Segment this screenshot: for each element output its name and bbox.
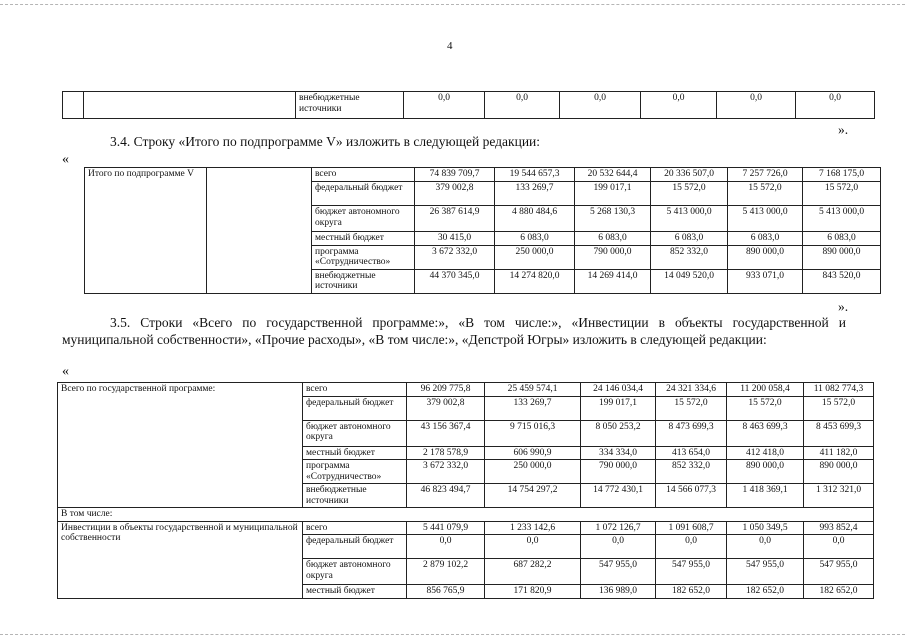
- table-row: [85, 168, 881, 182]
- value-cell: 0,0: [717, 92, 796, 119]
- value-cell: 0,0: [796, 92, 875, 119]
- value-cell: 5 441 079,9: [407, 521, 485, 535]
- value-cell: 3 672 332,0: [407, 460, 485, 484]
- section-3-4-heading: 3.4. Строку «Итого по подпрограмме V» изложить в следующей редакции:: [110, 134, 541, 149]
- row-label: внебюджетные источники: [296, 92, 404, 119]
- value-cell: 1 091 608,7: [656, 521, 727, 535]
- value-cell: 993 852,4: [804, 521, 874, 535]
- row-label: программа «Сотрудничество»: [303, 460, 407, 484]
- row-label: бюджет автономного округа: [312, 206, 415, 232]
- value-cell: 30 415,0: [415, 232, 495, 246]
- value-cell: 0,0: [656, 535, 727, 559]
- in-that-number-label: В том числе:: [58, 508, 874, 522]
- value-cell: 5 413 000,0: [803, 206, 881, 232]
- value-cell: 14 754 297,2: [485, 484, 581, 508]
- row-label: всего: [312, 168, 415, 182]
- value-cell: 25 459 574,1: [485, 383, 581, 397]
- value-cell: 379 002,8: [415, 182, 495, 206]
- value-cell: 0,0: [641, 92, 717, 119]
- value-cell: 2 178 578,9: [407, 446, 485, 460]
- value-cell: 8 453 699,3: [804, 420, 874, 446]
- value-cell: 8 473 699,3: [656, 420, 727, 446]
- closing-quote: ».: [838, 122, 849, 137]
- value-cell: 44 370 345,0: [415, 269, 495, 293]
- value-cell: 26 387 614,9: [415, 206, 495, 232]
- table-state-program-total: [57, 382, 874, 599]
- value-cell: 43 156 367,4: [407, 420, 485, 446]
- value-cell: 1 312 321,0: [804, 484, 874, 508]
- row-label: федеральный бюджет: [303, 535, 407, 559]
- value-cell: 8 463 699,3: [727, 420, 804, 446]
- value-cell: 547 955,0: [727, 559, 804, 585]
- empty-cell: [207, 168, 312, 294]
- value-cell: 20 336 507,0: [651, 168, 728, 182]
- value-cell: 412 418,0: [727, 446, 804, 460]
- value-cell: 852 332,0: [656, 460, 727, 484]
- value-cell: 15 572,0: [727, 396, 804, 420]
- value-cell: 0,0: [404, 92, 485, 119]
- value-cell: 4 880 484,6: [495, 206, 575, 232]
- section-3-5-heading: [62, 314, 846, 348]
- value-cell: 15 572,0: [651, 182, 728, 206]
- row-label: бюджет автономного округа: [303, 559, 407, 585]
- page-number: 4: [447, 40, 453, 52]
- value-cell: 5 268 130,3: [575, 206, 651, 232]
- table-subprogram-v-total: [84, 167, 881, 294]
- row-label: местный бюджет: [303, 585, 407, 599]
- value-cell: 547 955,0: [581, 559, 656, 585]
- closing-quote: ».: [838, 299, 849, 314]
- investments-title: Инвестиции в объекты государственной и муниципальной собственности: [58, 521, 303, 598]
- value-cell: 11 082 774,3: [804, 383, 874, 397]
- table-row: [63, 92, 875, 119]
- value-cell: 5 413 000,0: [728, 206, 803, 232]
- section-3-5-text: 3.5. Строки «Всего по государственной программе:», «В том числе:», «Инвестиции в объекты государственной и муниципальной собственности», «Прочие расходы», «В том числе:», «Депстрой Югры» изложить в следующей редакции:: [62, 315, 846, 347]
- row-label: федеральный бюджет: [312, 182, 415, 206]
- table-row: [58, 521, 874, 535]
- value-cell: 687 282,2: [485, 559, 581, 585]
- value-cell: 0,0: [581, 535, 656, 559]
- value-cell: 6 083,0: [575, 232, 651, 246]
- value-cell: 199 017,1: [575, 182, 651, 206]
- value-cell: 24 321 334,6: [656, 383, 727, 397]
- empty-cell: [63, 92, 84, 119]
- value-cell: 1 233 142,6: [485, 521, 581, 535]
- value-cell: 15 572,0: [728, 182, 803, 206]
- program-total-title: Всего по государственной программе:: [58, 383, 303, 508]
- value-cell: 411 182,0: [804, 446, 874, 460]
- value-cell: 1 072 126,7: [581, 521, 656, 535]
- value-cell: 933 071,0: [728, 269, 803, 293]
- value-cell: 547 955,0: [656, 559, 727, 585]
- value-cell: 133 269,7: [495, 182, 575, 206]
- value-cell: 856 765,9: [407, 585, 485, 599]
- value-cell: 0,0: [727, 535, 804, 559]
- value-cell: 6 083,0: [495, 232, 575, 246]
- value-cell: 250 000,0: [485, 460, 581, 484]
- row-label: внебюджетные источники: [312, 269, 415, 293]
- value-cell: 250 000,0: [495, 245, 575, 269]
- value-cell: 890 000,0: [804, 460, 874, 484]
- value-cell: 171 820,9: [485, 585, 581, 599]
- value-cell: 20 532 644,4: [575, 168, 651, 182]
- value-cell: 46 823 494,7: [407, 484, 485, 508]
- value-cell: 3 672 332,0: [415, 245, 495, 269]
- value-cell: 14 049 520,0: [651, 269, 728, 293]
- row-label: внебюджетные источники: [303, 484, 407, 508]
- opening-quote: «: [62, 364, 69, 379]
- value-cell: 24 146 034,4: [581, 383, 656, 397]
- value-cell: 890 000,0: [727, 460, 804, 484]
- value-cell: 15 572,0: [656, 396, 727, 420]
- value-cell: 19 544 657,3: [495, 168, 575, 182]
- row-label: всего: [303, 383, 407, 397]
- subprogram-title: Итого по подпрограмме V: [85, 168, 207, 294]
- value-cell: 9 715 016,3: [485, 420, 581, 446]
- value-cell: 6 083,0: [803, 232, 881, 246]
- value-cell: 6 083,0: [728, 232, 803, 246]
- value-cell: 182 652,0: [804, 585, 874, 599]
- value-cell: 14 566 077,3: [656, 484, 727, 508]
- value-cell: 1 418 369,1: [727, 484, 804, 508]
- value-cell: 136 989,0: [581, 585, 656, 599]
- value-cell: 74 839 709,7: [415, 168, 495, 182]
- value-cell: 606 990,9: [485, 446, 581, 460]
- opening-quote: «: [62, 152, 69, 167]
- value-cell: 14 274 820,0: [495, 269, 575, 293]
- value-cell: 1 050 349,5: [727, 521, 804, 535]
- value-cell: 334 334,0: [581, 446, 656, 460]
- value-cell: 6 083,0: [651, 232, 728, 246]
- row-label: местный бюджет: [303, 446, 407, 460]
- value-cell: 2 879 102,2: [407, 559, 485, 585]
- value-cell: 0,0: [560, 92, 641, 119]
- value-cell: 0,0: [485, 92, 560, 119]
- value-cell: 182 652,0: [727, 585, 804, 599]
- value-cell: 14 269 414,0: [575, 269, 651, 293]
- table-previous-continuation: [62, 91, 875, 119]
- bottom-scan-border: [0, 634, 905, 635]
- value-cell: 0,0: [485, 535, 581, 559]
- value-cell: 379 002,8: [407, 396, 485, 420]
- value-cell: 790 000,0: [575, 245, 651, 269]
- empty-cell: [84, 92, 296, 119]
- value-cell: 890 000,0: [728, 245, 803, 269]
- value-cell: 843 520,0: [803, 269, 881, 293]
- row-label: бюджет автономного округа: [303, 420, 407, 446]
- value-cell: 7 257 726,0: [728, 168, 803, 182]
- value-cell: 790 000,0: [581, 460, 656, 484]
- row-label: программа «Сотрудничество»: [312, 245, 415, 269]
- value-cell: 8 050 253,2: [581, 420, 656, 446]
- value-cell: 0,0: [804, 535, 874, 559]
- value-cell: 547 955,0: [804, 559, 874, 585]
- value-cell: 5 413 000,0: [651, 206, 728, 232]
- value-cell: 15 572,0: [803, 182, 881, 206]
- value-cell: 182 652,0: [656, 585, 727, 599]
- value-cell: 890 000,0: [803, 245, 881, 269]
- row-label: всего: [303, 521, 407, 535]
- value-cell: 0,0: [407, 535, 485, 559]
- value-cell: 15 572,0: [804, 396, 874, 420]
- table-row: [58, 383, 874, 397]
- value-cell: 133 269,7: [485, 396, 581, 420]
- value-cell: 199 017,1: [581, 396, 656, 420]
- value-cell: 14 772 430,1: [581, 484, 656, 508]
- value-cell: 852 332,0: [651, 245, 728, 269]
- value-cell: 413 654,0: [656, 446, 727, 460]
- value-cell: 7 168 175,0: [803, 168, 881, 182]
- row-label: федеральный бюджет: [303, 396, 407, 420]
- table-row: [58, 508, 874, 522]
- value-cell: 96 209 775,8: [407, 383, 485, 397]
- top-scan-border: [0, 4, 905, 5]
- value-cell: 11 200 058,4: [727, 383, 804, 397]
- row-label: местный бюджет: [312, 232, 415, 246]
